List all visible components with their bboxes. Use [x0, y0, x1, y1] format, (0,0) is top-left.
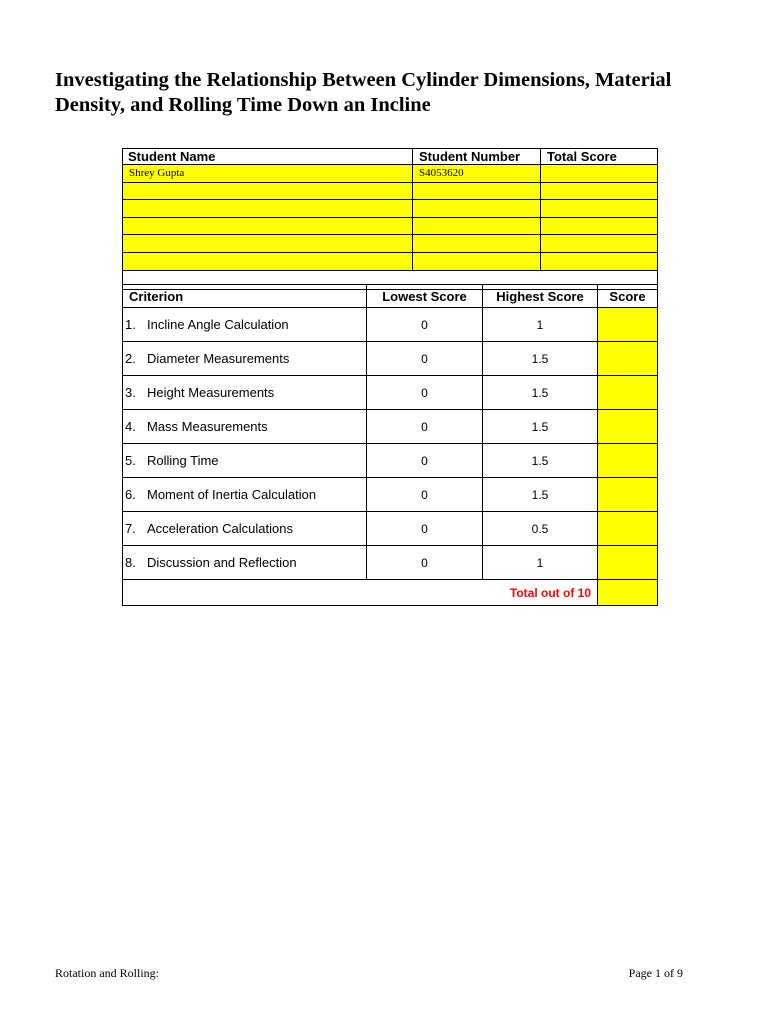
- student-row: [123, 217, 658, 235]
- criterion-number: 5.: [125, 453, 136, 468]
- lowest-score-cell: 0: [367, 308, 483, 342]
- student-number-cell[interactable]: [413, 200, 541, 218]
- total-score-header: Total Score: [541, 149, 658, 165]
- lowest-score-header: Lowest Score: [367, 285, 483, 308]
- total-row: [123, 580, 658, 606]
- lowest-score-cell: 0: [367, 342, 483, 376]
- student-number-cell[interactable]: [413, 252, 541, 270]
- criterion-label: Diameter Measurements: [147, 351, 290, 366]
- student-number-cell[interactable]: [413, 217, 541, 235]
- score-input-cell[interactable]: [598, 478, 658, 512]
- criterion-label: Acceleration Calculations: [147, 521, 293, 536]
- criterion-name: [123, 376, 367, 410]
- lowest-score-cell: 0: [367, 410, 483, 444]
- criterion-number: 1.: [125, 317, 136, 332]
- score-input-cell[interactable]: [598, 376, 658, 410]
- highest-score-cell: 1.5: [483, 342, 598, 376]
- criterion-label: Mass Measurements: [147, 419, 268, 434]
- total-score-cell[interactable]: [541, 165, 658, 183]
- total-score-cell[interactable]: [541, 182, 658, 200]
- criterion-label: Rolling Time: [147, 453, 219, 468]
- criterion-name: [123, 308, 367, 342]
- score-header: Score: [598, 285, 658, 308]
- student-row: [123, 200, 658, 218]
- score-input-cell[interactable]: [598, 308, 658, 342]
- criterion-name: [123, 410, 367, 444]
- footer-page-number: Page 1 of 9: [628, 966, 683, 980]
- criterion-header: Criterion: [123, 285, 367, 308]
- student-number-header: Student Number: [413, 149, 541, 165]
- criterion-number: 6.: [125, 487, 136, 502]
- score-input-cell[interactable]: [598, 444, 658, 478]
- highest-score-header: Highest Score: [483, 285, 598, 308]
- criterion-row: [123, 546, 658, 580]
- student-name-header: Student Name: [123, 149, 413, 165]
- score-input-cell[interactable]: [598, 410, 658, 444]
- criterion-number: 8.: [125, 555, 136, 570]
- criteria-table-header: [123, 285, 658, 308]
- student-number-cell[interactable]: [413, 235, 541, 253]
- student-row: [123, 235, 658, 253]
- highest-score-cell: 1.5: [483, 376, 598, 410]
- student-name-cell[interactable]: Shrey Gupta: [123, 165, 413, 183]
- criterion-name: [123, 478, 367, 512]
- student-name-cell[interactable]: [123, 200, 413, 218]
- student-name-cell[interactable]: [123, 182, 413, 200]
- footer-left: Rotation and Rolling:: [55, 966, 159, 980]
- highest-score-cell: 1.5: [483, 478, 598, 512]
- criterion-row: [123, 410, 658, 444]
- criterion-number: 4.: [125, 419, 136, 434]
- criteria-table: [122, 284, 658, 606]
- criterion-row: [123, 376, 658, 410]
- document-title: Investigating the Relationship Between Cylinder Dimensions, Material Density, and Rolling Time Down an Incline: [55, 69, 672, 116]
- total-score-cell[interactable]: [541, 217, 658, 235]
- highest-score-cell: 1.5: [483, 410, 598, 444]
- score-input-cell[interactable]: [598, 546, 658, 580]
- criterion-label: Discussion and Reflection: [147, 555, 297, 570]
- criterion-row: [123, 444, 658, 478]
- criterion-name: [123, 546, 367, 580]
- lowest-score-cell: 0: [367, 546, 483, 580]
- total-score-cell[interactable]: [541, 252, 658, 270]
- criterion-number: 2.: [125, 351, 136, 366]
- criterion-number: 7.: [125, 521, 136, 536]
- criterion-label: Incline Angle Calculation: [147, 317, 289, 332]
- student-name-cell[interactable]: [123, 235, 413, 253]
- criterion-label: Height Measurements: [147, 385, 275, 400]
- criterion-name: [123, 512, 367, 546]
- criterion-label: Moment of Inertia Calculation: [147, 487, 317, 502]
- student-number-cell[interactable]: S4053620: [413, 165, 541, 183]
- total-score-cell[interactable]: [541, 200, 658, 218]
- total-score-cell[interactable]: [541, 235, 658, 253]
- lowest-score-cell: 0: [367, 444, 483, 478]
- criterion-row: [123, 512, 658, 546]
- highest-score-cell: 1: [483, 308, 598, 342]
- highest-score-cell: 1: [483, 546, 598, 580]
- total-score-input-cell[interactable]: [598, 580, 658, 606]
- score-input-cell[interactable]: [598, 342, 658, 376]
- criterion-name: [123, 342, 367, 376]
- student-name-cell[interactable]: [123, 217, 413, 235]
- lowest-score-cell: 0: [367, 478, 483, 512]
- criterion-number: 3.: [125, 385, 136, 400]
- highest-score-cell: 0.5: [483, 512, 598, 546]
- student-row: [123, 252, 658, 270]
- student-row: [123, 182, 658, 200]
- criterion-row: [123, 342, 658, 376]
- lowest-score-cell: 0: [367, 376, 483, 410]
- score-input-cell[interactable]: [598, 512, 658, 546]
- student-row: [123, 165, 658, 183]
- criterion-row: [123, 308, 658, 342]
- student-table-header: [123, 149, 658, 165]
- lowest-score-cell: 0: [367, 512, 483, 546]
- criterion-row: [123, 478, 658, 512]
- student-table: [122, 148, 658, 290]
- student-name-cell[interactable]: [123, 252, 413, 270]
- student-number-cell[interactable]: [413, 182, 541, 200]
- highest-score-cell: 1.5: [483, 444, 598, 478]
- total-label: Total out of 10: [123, 580, 598, 606]
- criterion-name: [123, 444, 367, 478]
